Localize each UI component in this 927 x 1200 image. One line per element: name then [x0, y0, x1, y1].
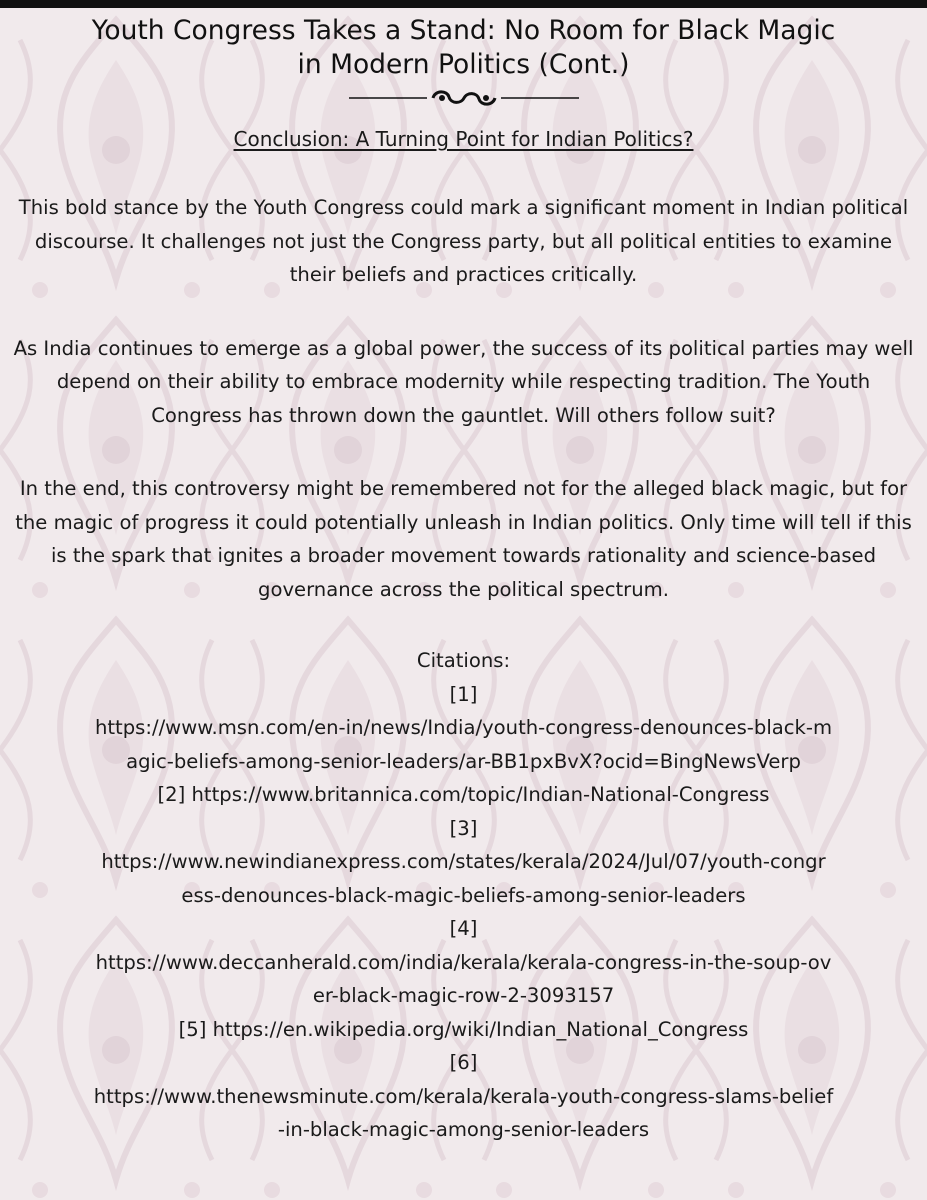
citation-line: [3] [449, 816, 478, 840]
title-line-2: in Modern Politics (Cont.) [297, 49, 630, 80]
citation-link[interactable]: er-black-magic-row-2-3093157 [312, 984, 615, 1007]
citations-list [10, 678, 917, 1147]
citation-link[interactable]: https://www.msn.com/en-in/news/India/youth-congress-denounces-black-m [94, 716, 833, 739]
citations-label: Citations: [416, 649, 511, 672]
citation-link[interactable]: https://www.newindianexpress.com/states/kerala/2024/Jul/07/youth-congr [101, 850, 826, 873]
citation-link[interactable]: agic-beliefs-among-senior-leaders/ar-BB1pxBvX?ocid=BingNewsVerp [126, 749, 801, 773]
citation-line: [4] [449, 917, 478, 940]
title-line-1: Youth Congress Takes a Stand: No Room for Black Magic [91, 15, 836, 46]
citation-link[interactable]: [2] https://www.britannica.com/topic/Indian-National-Congress [157, 783, 770, 806]
paragraph-2: As India continues to emerge as a global power, the success of its political parties may well depend on their ability to embrace modernity while respecting tradition. The Youth Congress has thrown down the gauntlet. Will others follow suit? [13, 336, 914, 427]
citation-link[interactable]: https://www.thenewsminute.com/kerala/kerala-youth-congress-slams-belief [93, 1084, 834, 1108]
top-border-bar [0, 0, 927, 8]
citation-link[interactable]: -in-black-magic-among-senior-leaders [277, 1118, 650, 1141]
paragraph-3: In the end, this controversy might be remembered not for the alleged black magic, but for the magic of progress it could potentially unleash in Indian politics. Only time will tell if this is the spark that ignites a broader movement towards rationality and science-based governance across the political spectrum. [15, 477, 912, 601]
document-title [10, 14, 917, 82]
ornamental-divider-icon [339, 85, 589, 111]
section-heading: Conclusion: A Turning Point for Indian Politics? [233, 127, 694, 151]
paragraph-1: This bold stance by the Youth Congress could mark a significant moment in Indian political discourse. It challenges not just the Congress party, but all political entities to examine their beliefs and practices critically. [18, 196, 909, 286]
citation-line: [1] [449, 682, 478, 706]
citation-link[interactable]: ess-denounces-black-magic-beliefs-among-senior-leaders [181, 883, 746, 907]
citation-link[interactable]: [5] https://en.wikipedia.org/wiki/Indian_National_Congress [178, 1017, 749, 1041]
citation-line: [6] [449, 1051, 478, 1074]
citation-link[interactable]: https://www.deccanherald.com/india/kerala/kerala-congress-in-the-soup-ov [95, 950, 832, 974]
